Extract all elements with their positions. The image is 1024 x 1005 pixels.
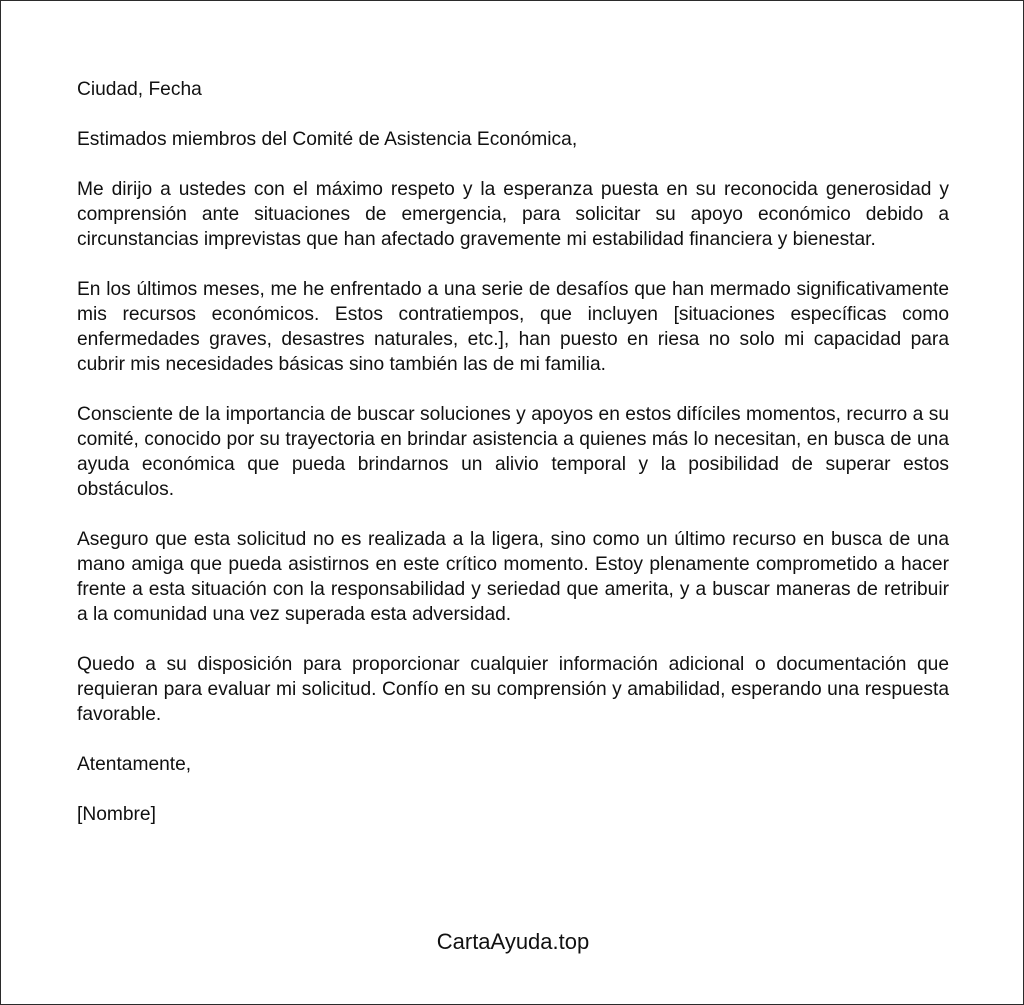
paragraph-commitment: Aseguro que esta solicitud no es realizada a la ligera, sino como un último recurso en busca de una mano amiga que pueda asistirnos en este crítico momento. Estoy plenamente comprometido a hacer frente a esta situación con la responsabilidad y seriedad que amerita, y a buscar maneras de retribuir a la comunidad una vez superada esta adversidad. [77, 529, 949, 625]
paragraph-circumstances: En los últimos meses, me he enfrentado a una serie de desafíos que han mermado significativamente mis recursos económicos. Estos contratiempos, que incluyen [situaciones específicas como enfermedades graves, desastres naturales, etc.], han puesto en riesa no solo mi capacidad para cubrir mis necesidades básicas sino también las de mi familia. [77, 279, 949, 375]
letter-body [77, 77, 949, 852]
paragraph-committee: Consciente de la importancia de buscar soluciones y apoyos en estos difíciles momentos, recurro a su comité, conocido por su trayectoria en brindar asistencia a quienes más lo necesitan, en busca de una ayuda económica que pueda brindarnos un alivio temporal y la posibilidad de superar estos obstáculos. [77, 404, 949, 500]
footer-site-name: CartaAyuda.top [436, 929, 590, 954]
salutation: Estimados miembros del Comité de Asistencia Económica, [77, 129, 578, 150]
place-date: Ciudad, Fecha [77, 79, 202, 100]
paragraph-availability: Quedo a su disposición para proporcionar cualquier información adicional o documentación que requieran para evaluar mi solicitud. Confío en su comprensión y amabilidad, esperando una respuesta favorable. [77, 654, 949, 725]
closing: Atentamente, [77, 754, 192, 775]
signature-name: [Nombre] [77, 804, 156, 825]
paragraph-request: Me dirijo a ustedes con el máximo respeto y la esperanza puesta en su reconocida generosidad y comprensión ante situaciones de emergencia, para solicitar su apoyo económico debido a circunstancias imprevistas que han afectado gravemente mi estabilidad financiera y bienestar. [77, 179, 949, 250]
